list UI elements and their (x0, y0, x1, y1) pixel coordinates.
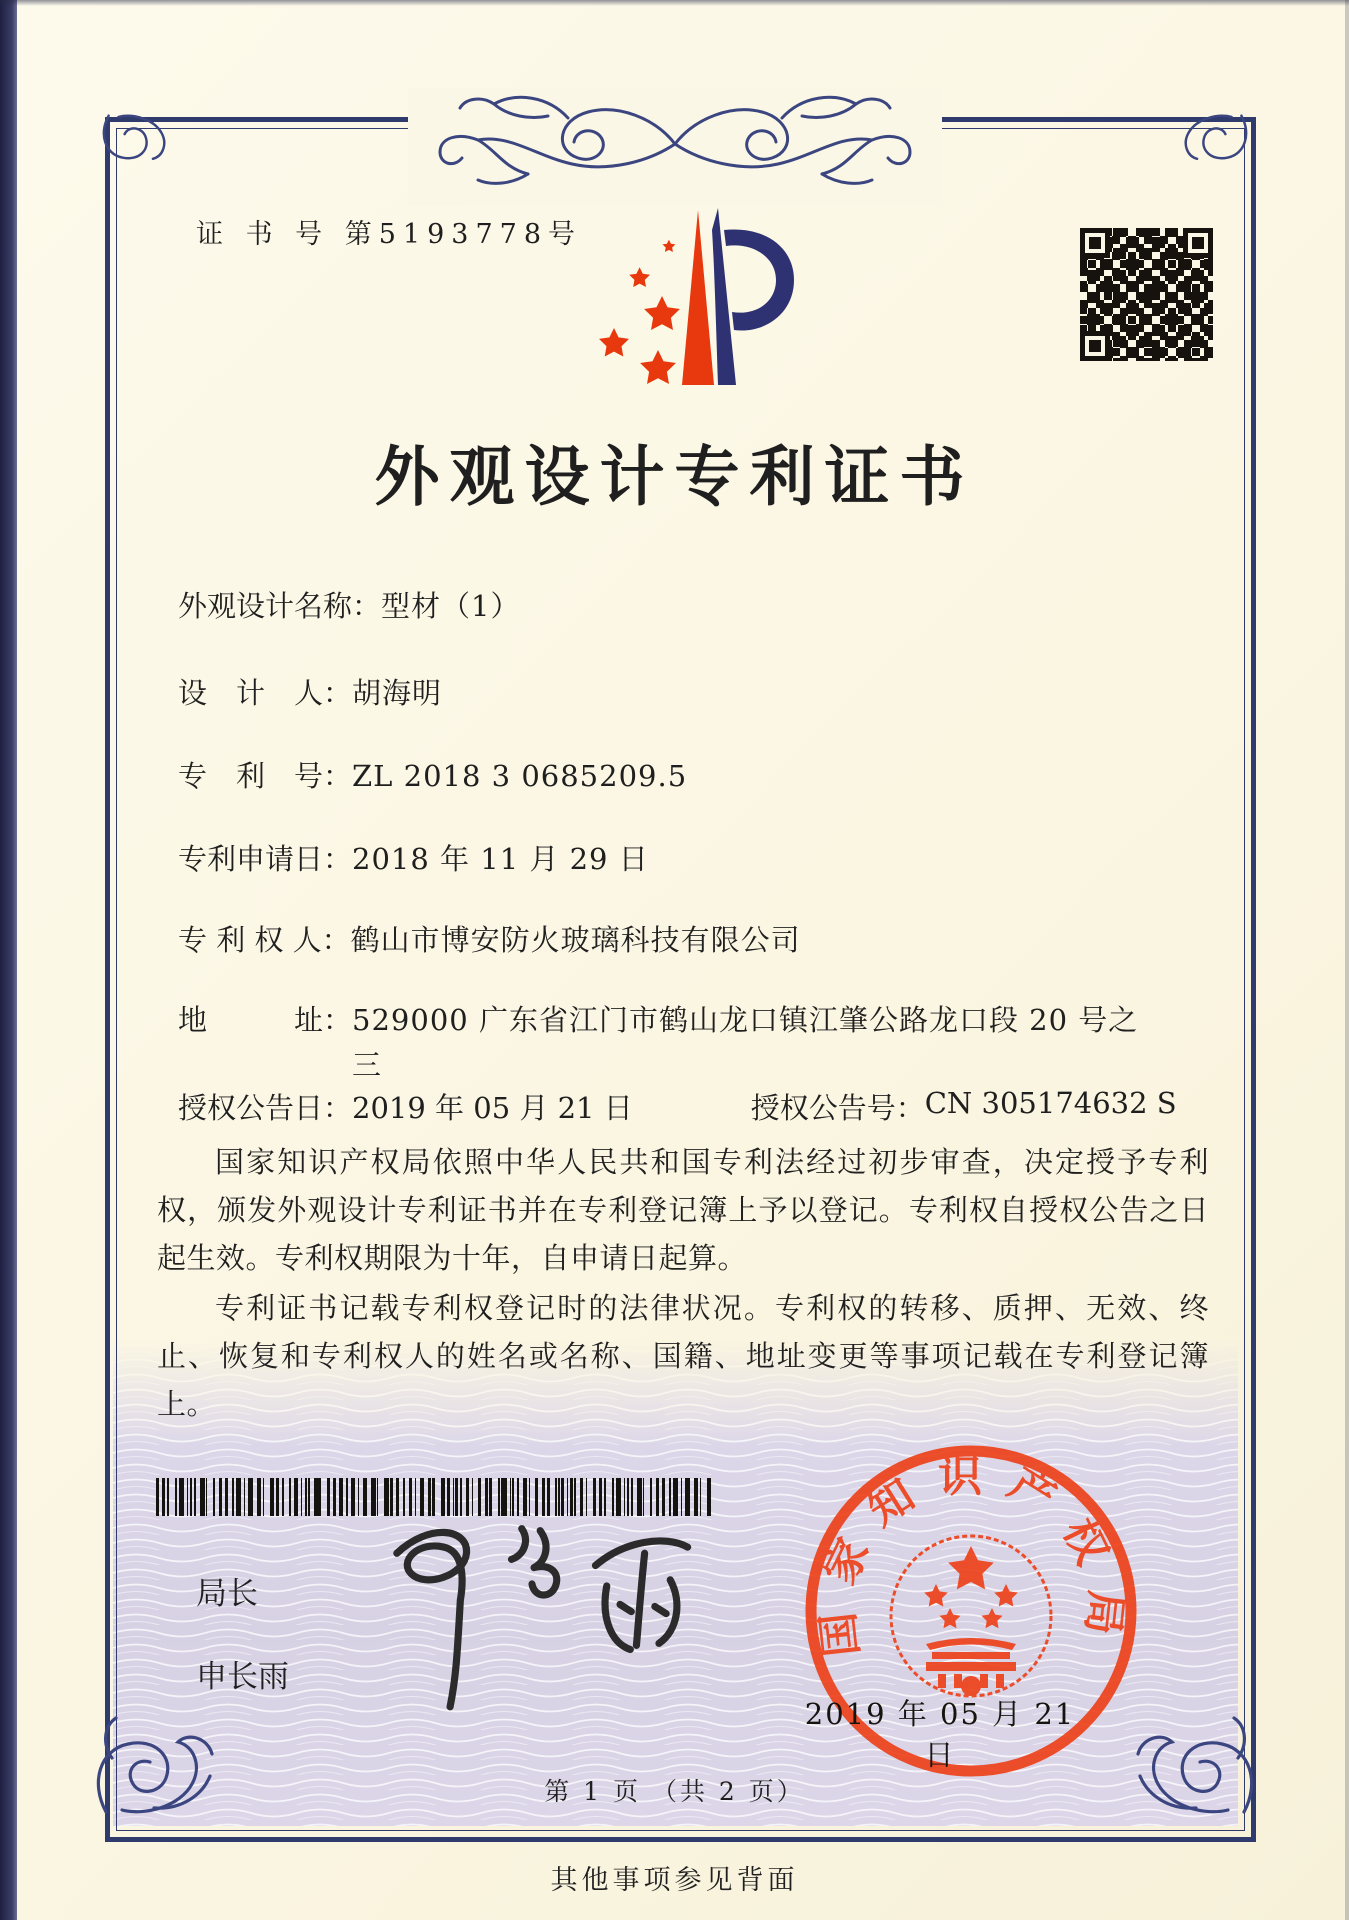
field-patent-number (178, 754, 1178, 799)
certificate-title: 外观设计专利证书 (374, 439, 975, 515)
field-label: 专 利 权 人： (178, 923, 351, 957)
field-value: ZL 2018 3 0685209.5 (352, 759, 688, 793)
page-number: 第 1 页 （共 2 页） (544, 1777, 805, 1806)
field-label: 设 计 人： (178, 676, 353, 710)
field-label: 专 利 号： (178, 759, 353, 793)
legal-paragraph-1: 国家知识产权局依照中华人民共和国专利法经过初步审查，决定授予专利权，颁发外观设计专利证书并在专利登记簿上予以登记。专利权自授权公告之日起生效。专利权期限为十年，自申请日起算。 (157, 1145, 1209, 1275)
field-value: 型材（1） (381, 589, 521, 623)
field-patentee (178, 918, 1178, 963)
scanned-page-right-edge (1345, 0, 1349, 1920)
grant-number-label: 授权公告号： (750, 1091, 925, 1125)
grant-date-label: 授权公告日： (178, 1091, 353, 1125)
director-title: 局长 (196, 1576, 258, 1612)
field-label: 地 址： (178, 1003, 353, 1037)
legal-text (157, 1138, 1209, 1430)
scanned-page-left-edge (0, 0, 17, 1920)
legal-paragraph-2: 专利证书记载专利权登记时的法律状况。专利权的转移、质押、无效、终止、恢复和专利权人的姓名或名称、国籍、地址变更等事项记载在专利登记簿上。 (157, 1291, 1209, 1421)
field-address (178, 998, 1168, 1088)
director-name: 申长雨 (196, 1659, 289, 1695)
director-signature (352, 1500, 712, 1715)
cnipa-logo (566, 200, 796, 400)
field-label: 专利申请日： (178, 842, 353, 876)
field-value: 鹤山市博安防火玻璃科技有限公司 (350, 923, 801, 957)
director-block (196, 1568, 289, 1696)
field-filing-date (178, 837, 1178, 882)
seal-date: 2019 年 05 月 21 日 (804, 1697, 1076, 1772)
field-design-name (178, 584, 1178, 629)
field-value: 529000 广东省江门市鹤山龙口镇江肇公路龙口段 20 号之三 (352, 1003, 1139, 1082)
grant-number-value: CN 305174632 S (924, 1086, 1177, 1120)
field-label: 外观设计名称： (178, 589, 382, 623)
grant-row (178, 1086, 1208, 1127)
field-value: 2018 年 11 月 29 日 (352, 842, 649, 876)
qr-code (1080, 228, 1213, 361)
grant-date-value: 2019 年 05 月 21 日 (352, 1091, 633, 1125)
scanned-page-top-shadow (0, 0, 1349, 6)
seal-text: 国家知识产权局 (810, 1451, 1132, 1660)
back-note: 其他事项参见背面 (550, 1865, 799, 1896)
field-value: 胡海明 (352, 676, 443, 710)
certificate-number: 证 书 号 第5193778号 (196, 219, 582, 250)
field-designer (178, 671, 1178, 716)
